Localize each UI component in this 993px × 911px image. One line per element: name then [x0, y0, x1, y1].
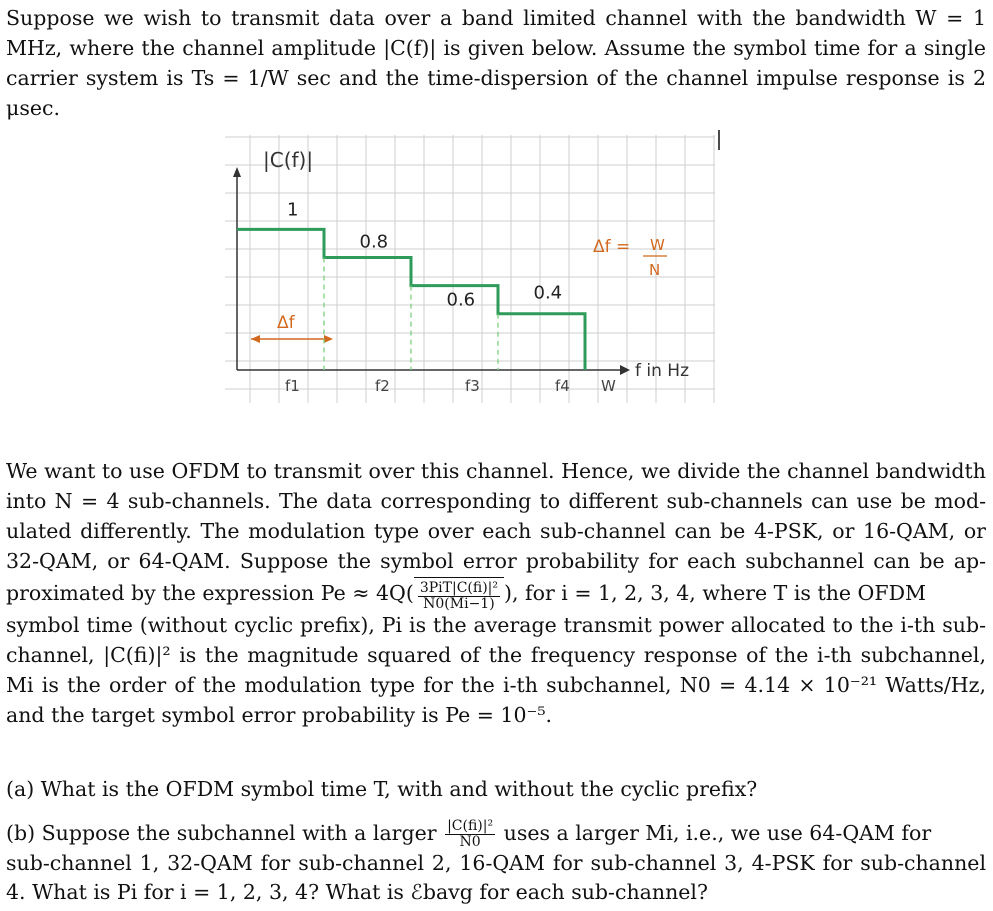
- level-label: 0.6: [446, 289, 476, 311]
- body-line-9: and the target symbol error probability is Pe = 10⁻⁵.: [6, 703, 553, 727]
- question-b: [6, 817, 986, 907]
- body-line-7: channel, |C(fi)|² is the magnitude squared of the frequency response of the i-th subchannel,: [6, 643, 986, 667]
- error-prob-numerator: 3PiT|C(fi)|²: [419, 580, 498, 596]
- question-b-line-2: sub-channel 1, 32-QAM for sub-channel 2, 16-QAM for sub-channel 3, 4-PSK for sub-channel: [6, 851, 986, 875]
- tick-label: f4: [555, 377, 570, 395]
- tick-label: f1: [285, 377, 300, 395]
- ofdm-paragraph: [6, 456, 986, 730]
- channel-amplitude-figure: [225, 125, 765, 415]
- delta-f-arrowhead-right: [324, 335, 333, 343]
- error-prob-denominator: N0(Mi−1): [423, 596, 495, 612]
- frequency-tick-labels: [285, 377, 616, 395]
- error-prob-sqrt: [414, 577, 504, 612]
- question-b-line-1: [6, 817, 986, 849]
- body-line-5: [6, 576, 986, 610]
- body-line-6: symbol time (without cyclic prefix), Pi is the average transmit power allocated to the i-th sub-: [6, 613, 986, 637]
- x-axis-label: f in Hz: [635, 361, 689, 381]
- question-b-line-1-start: (b) Suppose the subchannel with a larger: [6, 821, 437, 845]
- body-line-3: ulated differently. The modulation type over each sub-channel can be 4-PSK, or 16-QAM, or: [6, 519, 986, 543]
- delta-f-equation-den: N: [649, 261, 661, 279]
- question-a-text: (a) What is the OFDM symbol time T, with and without the cyclic prefix?: [6, 777, 758, 801]
- level-label: 0.4: [533, 282, 563, 304]
- delta-f-arrowhead-left: [251, 335, 260, 343]
- intro-line-1: Suppose we wish to transmit data over a band limited channel with the bandwidth W = 1: [6, 6, 986, 30]
- body-line-2: into N = 4 sub-channels. The data corresponding to different sub-channels can use be mod-: [6, 489, 986, 513]
- error-prob-fraction: [418, 581, 500, 612]
- level-labels: [287, 199, 562, 310]
- y-axis-arrowhead: [233, 167, 241, 177]
- level-label: 0.8: [359, 231, 389, 253]
- question-a: [6, 774, 986, 804]
- delta-f-arrow-label: Δf: [277, 313, 295, 333]
- intro-line-3: carrier system is Ts = 1/W sec and the time-dispersion of the channel impulse response is 2: [6, 66, 986, 90]
- body-line-5-end: ), for i = 1, 2, 3, 4, where T is the OFDM: [504, 581, 927, 605]
- delta-f-equation-lhs: Δf =: [593, 237, 631, 257]
- body-line-1: We want to use OFDM to transmit over this channel. Hence, we divide the channel bandwidth: [6, 459, 986, 483]
- snr-fraction: [445, 819, 495, 850]
- y-axis-label: |C(f)|: [263, 148, 314, 172]
- intro-line-4: μsec.: [6, 96, 60, 120]
- level-label: 1: [287, 199, 299, 221]
- body-line-4: 32-QAM, or 64-QAM. Suppose the symbol error probability for each subchannel can be ap-: [6, 549, 986, 573]
- body-line-8: Mi is the order of the modulation type for the i-th subchannel, N0 = 4.14 × 10⁻²¹ Watts/Hz,: [6, 673, 986, 697]
- tick-label: f2: [375, 377, 390, 395]
- tick-label: W: [601, 377, 616, 395]
- snr-denominator: N0: [459, 834, 481, 850]
- tick-label: f3: [465, 377, 480, 395]
- x-axis-arrowhead: [620, 365, 630, 375]
- intro-line-2: MHz, where the channel amplitude |C(f)| is given below. Assume the symbol time for a single: [6, 36, 986, 60]
- intro-paragraph: [6, 3, 986, 123]
- question-b-line-3: 4. What is Pi for i = 1, 2, 3, 4? What is ℰbavg for each sub-channel?: [6, 880, 708, 904]
- question-b-line-1-end: uses a larger Mi, i.e., we use 64-QAM for: [503, 821, 932, 845]
- body-line-5-start: proximated by the expression Pe ≈ 4Q(: [6, 581, 414, 605]
- delta-f-equation-num: W: [650, 236, 665, 254]
- snr-numerator: |C(fi)|²: [447, 818, 494, 834]
